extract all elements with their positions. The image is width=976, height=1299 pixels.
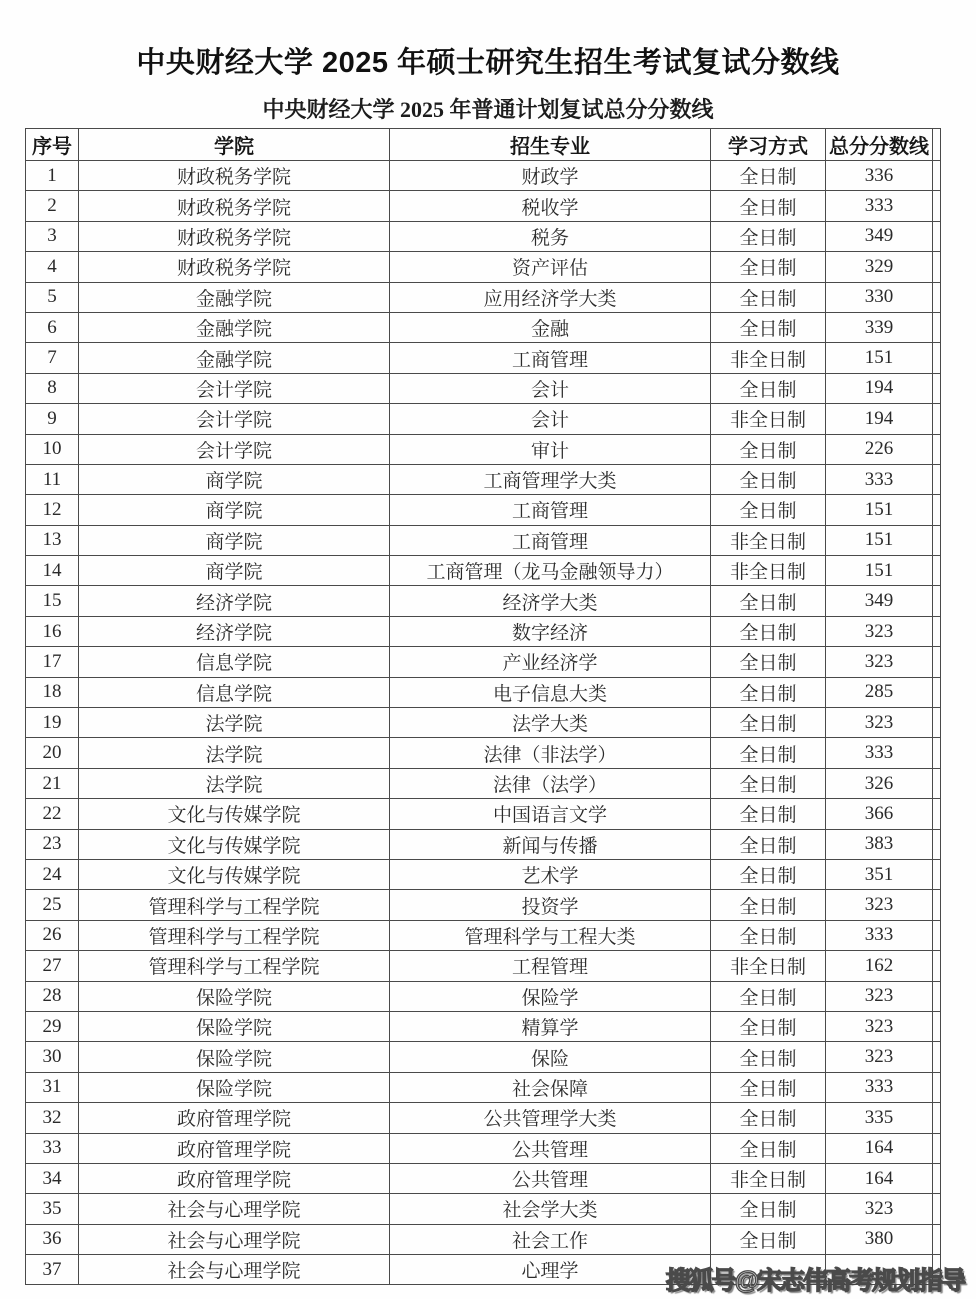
cell-index: 31	[26, 1072, 79, 1102]
cell-college: 信息学院	[79, 677, 390, 707]
cell-major: 社会保障	[390, 1072, 711, 1102]
table-row	[26, 1103, 941, 1133]
cell-major: 金融	[390, 312, 711, 342]
table-row	[26, 1163, 941, 1193]
cell-college: 文化与传媒学院	[79, 859, 390, 889]
cell-major: 工程管理	[390, 951, 711, 981]
cell-index: 4	[26, 252, 79, 282]
cell-college: 法学院	[79, 768, 390, 798]
cell-score: 151	[826, 556, 933, 586]
cell-sliver	[933, 282, 941, 312]
cell-sliver	[933, 1133, 941, 1163]
cell-college: 金融学院	[79, 282, 390, 312]
cell-sliver	[933, 951, 941, 981]
cell-sliver	[933, 799, 941, 829]
cell-score: 226	[826, 434, 933, 464]
cell-major: 工商管理	[390, 343, 711, 373]
cell-mode: 全日制	[711, 1194, 826, 1224]
cell-index: 27	[26, 951, 79, 981]
cell-college: 保险学院	[79, 1011, 390, 1041]
cell-sliver	[933, 708, 941, 738]
cell-major: 法律（法学）	[390, 768, 711, 798]
table-row	[26, 708, 941, 738]
cell-index: 22	[26, 799, 79, 829]
cell-sliver	[933, 495, 941, 525]
table-row	[26, 282, 941, 312]
table-row	[26, 1011, 941, 1041]
cell-sliver	[933, 1042, 941, 1072]
watermark: 搜狐号@宋志伟高考规划指导	[665, 1267, 964, 1295]
table-row	[26, 829, 941, 859]
cell-index: 9	[26, 404, 79, 434]
table-row	[26, 647, 941, 677]
cell-score: 333	[826, 738, 933, 768]
cell-sliver	[933, 1103, 941, 1133]
cell-college: 文化与传媒学院	[79, 799, 390, 829]
cell-score: 151	[826, 495, 933, 525]
cell-major: 应用经济学大类	[390, 282, 711, 312]
table-row	[26, 373, 941, 403]
cell-sliver	[933, 191, 941, 221]
cell-score: 323	[826, 1011, 933, 1041]
table-row	[26, 1072, 941, 1102]
cell-mode: 全日制	[711, 1224, 826, 1254]
cell-sliver	[933, 556, 941, 586]
table-row	[26, 161, 941, 191]
cell-sliver	[933, 616, 941, 646]
table-row	[26, 191, 941, 221]
cell-mode: 非全日制	[711, 404, 826, 434]
score-table	[25, 128, 941, 1285]
cell-college: 保险学院	[79, 981, 390, 1011]
cell-index: 37	[26, 1255, 79, 1285]
cell-college: 政府管理学院	[79, 1133, 390, 1163]
cell-college: 财政税务学院	[79, 191, 390, 221]
cell-major: 工商管理	[390, 525, 711, 555]
cell-score: 194	[826, 373, 933, 403]
table-row	[26, 252, 941, 282]
cell-college: 会计学院	[79, 434, 390, 464]
cell-college: 经济学院	[79, 616, 390, 646]
cell-major: 管理科学与工程大类	[390, 920, 711, 950]
page-title: 中央财经大学 2025 年硕士研究生招生考试复试分数线	[136, 47, 840, 79]
cell-index: 8	[26, 373, 79, 403]
cell-sliver	[933, 312, 941, 342]
cell-major: 税务	[390, 221, 711, 251]
cell-college: 管理科学与工程学院	[79, 890, 390, 920]
cell-index: 19	[26, 708, 79, 738]
cell-mode: 全日制	[711, 1011, 826, 1041]
cell-sliver	[933, 404, 941, 434]
cell-college: 社会与心理学院	[79, 1194, 390, 1224]
table-row	[26, 312, 941, 342]
cell-sliver	[933, 586, 941, 616]
cell-college: 商学院	[79, 495, 390, 525]
cell-college: 商学院	[79, 556, 390, 586]
cell-college: 法学院	[79, 708, 390, 738]
header-college: 学院	[79, 129, 390, 161]
cell-score: 351	[826, 859, 933, 889]
cell-score: 323	[826, 616, 933, 646]
table-row	[26, 1194, 941, 1224]
cell-sliver	[933, 829, 941, 859]
table-row	[26, 859, 941, 889]
cell-score: 164	[826, 1133, 933, 1163]
cell-mode: 非全日制	[711, 556, 826, 586]
cell-sliver	[933, 890, 941, 920]
cell-college: 会计学院	[79, 404, 390, 434]
cell-mode: 全日制	[711, 373, 826, 403]
cell-score: 336	[826, 161, 933, 191]
cell-college: 社会与心理学院	[79, 1255, 390, 1285]
cell-index: 13	[26, 525, 79, 555]
table-body	[26, 161, 941, 1285]
cell-major: 中国语言文学	[390, 799, 711, 829]
cell-mode: 全日制	[711, 221, 826, 251]
table-row	[26, 343, 941, 373]
cell-major: 审计	[390, 434, 711, 464]
cell-sliver	[933, 920, 941, 950]
cell-score: 323	[826, 890, 933, 920]
cell-sliver	[933, 768, 941, 798]
cell-mode: 全日制	[711, 586, 826, 616]
page-subtitle: 中央财经大学 2025 年普通计划复试总分分数线	[262, 97, 714, 122]
cell-index: 14	[26, 556, 79, 586]
cell-sliver	[933, 859, 941, 889]
cell-score: 323	[826, 1194, 933, 1224]
cell-major: 艺术学	[390, 859, 711, 889]
cell-college: 商学院	[79, 464, 390, 494]
cell-college: 社会与心理学院	[79, 1224, 390, 1254]
cell-index: 3	[26, 221, 79, 251]
table-row	[26, 890, 941, 920]
cell-mode: 非全日制	[711, 1163, 826, 1193]
cell-sliver	[933, 1194, 941, 1224]
cell-major: 资产评估	[390, 252, 711, 282]
cell-sliver	[933, 221, 941, 251]
cell-mode: 非全日制	[711, 525, 826, 555]
cell-sliver	[933, 647, 941, 677]
score-table-container	[25, 128, 941, 1285]
cell-score: 349	[826, 586, 933, 616]
cell-mode: 全日制	[711, 981, 826, 1011]
cell-sliver	[933, 373, 941, 403]
cell-mode: 全日制	[711, 647, 826, 677]
cell-major: 投资学	[390, 890, 711, 920]
cell-sliver	[933, 1163, 941, 1193]
cell-mode: 全日制	[711, 191, 826, 221]
cell-college: 信息学院	[79, 647, 390, 677]
cell-mode: 全日制	[711, 920, 826, 950]
cell-mode: 非全日制	[711, 343, 826, 373]
header-score: 总分分数线	[826, 129, 933, 161]
cell-index: 25	[26, 890, 79, 920]
cell-index: 36	[26, 1224, 79, 1254]
cell-college: 保险学院	[79, 1072, 390, 1102]
table-row	[26, 738, 941, 768]
cell-major: 公共管理	[390, 1133, 711, 1163]
cell-mode: 全日制	[711, 312, 826, 342]
cell-major: 法学大类	[390, 708, 711, 738]
cell-mode: 全日制	[711, 1103, 826, 1133]
cell-major: 税收学	[390, 191, 711, 221]
cell-mode: 全日制	[711, 829, 826, 859]
header-sliver	[933, 129, 941, 161]
cell-sliver	[933, 1072, 941, 1102]
cell-score: 339	[826, 312, 933, 342]
cell-college: 金融学院	[79, 312, 390, 342]
table-row	[26, 1042, 941, 1072]
cell-index: 10	[26, 434, 79, 464]
cell-index: 32	[26, 1103, 79, 1133]
cell-college: 保险学院	[79, 1042, 390, 1072]
cell-score: 164	[826, 1163, 933, 1193]
cell-sliver	[933, 677, 941, 707]
cell-major: 数字经济	[390, 616, 711, 646]
cell-college: 政府管理学院	[79, 1103, 390, 1133]
cell-mode: 全日制	[711, 464, 826, 494]
cell-major: 保险学	[390, 981, 711, 1011]
cell-major: 公共管理学大类	[390, 1103, 711, 1133]
cell-major: 工商管理	[390, 495, 711, 525]
header-row	[26, 129, 941, 161]
table-row	[26, 799, 941, 829]
cell-score: 366	[826, 799, 933, 829]
cell-sliver	[933, 525, 941, 555]
cell-sliver	[933, 464, 941, 494]
cell-sliver	[933, 343, 941, 373]
cell-index: 1	[26, 161, 79, 191]
cell-mode: 全日制	[711, 799, 826, 829]
cell-major: 财政学	[390, 161, 711, 191]
cell-college: 财政税务学院	[79, 221, 390, 251]
cell-mode: 全日制	[711, 677, 826, 707]
cell-index: 18	[26, 677, 79, 707]
table-row	[26, 981, 941, 1011]
cell-major: 社会学大类	[390, 1194, 711, 1224]
cell-score: 323	[826, 647, 933, 677]
header-major: 招生专业	[390, 129, 711, 161]
cell-mode: 全日制	[711, 890, 826, 920]
cell-index: 29	[26, 1011, 79, 1041]
cell-major: 法律（非法学）	[390, 738, 711, 768]
cell-index: 35	[26, 1194, 79, 1224]
cell-sliver	[933, 1224, 941, 1254]
cell-score: 383	[826, 829, 933, 859]
cell-major: 社会工作	[390, 1224, 711, 1254]
cell-score: 335	[826, 1103, 933, 1133]
table-row	[26, 1133, 941, 1163]
cell-college: 管理科学与工程学院	[79, 920, 390, 950]
table-row	[26, 404, 941, 434]
cell-score: 323	[826, 981, 933, 1011]
cell-mode: 全日制	[711, 859, 826, 889]
cell-score: 326	[826, 768, 933, 798]
header-index: 序号	[26, 129, 79, 161]
cell-major: 保险	[390, 1042, 711, 1072]
cell-college: 财政税务学院	[79, 161, 390, 191]
cell-college: 会计学院	[79, 373, 390, 403]
cell-sliver	[933, 738, 941, 768]
table-row	[26, 677, 941, 707]
cell-index: 5	[26, 282, 79, 312]
cell-sliver	[933, 434, 941, 464]
cell-college: 文化与传媒学院	[79, 829, 390, 859]
cell-major: 心理学	[390, 1255, 711, 1285]
cell-college: 财政税务学院	[79, 252, 390, 282]
cell-sliver	[933, 161, 941, 191]
cell-index: 6	[26, 312, 79, 342]
cell-mode: 全日制	[711, 1133, 826, 1163]
table-row	[26, 556, 941, 586]
cell-college: 金融学院	[79, 343, 390, 373]
cell-mode: 全日制	[711, 1072, 826, 1102]
cell-index: 33	[26, 1133, 79, 1163]
cell-score: 323	[826, 1042, 933, 1072]
cell-sliver	[933, 252, 941, 282]
cell-college: 政府管理学院	[79, 1163, 390, 1193]
cell-score: 330	[826, 282, 933, 312]
cell-index: 20	[26, 738, 79, 768]
cell-mode: 非全日制	[711, 951, 826, 981]
cell-major: 工商管理学大类	[390, 464, 711, 494]
cell-score: 333	[826, 464, 933, 494]
cell-index: 24	[26, 859, 79, 889]
cell-score: 329	[826, 252, 933, 282]
table-row	[26, 920, 941, 950]
cell-mode: 全日制	[711, 282, 826, 312]
cell-mode: 全日制	[711, 252, 826, 282]
cell-score: 333	[826, 920, 933, 950]
cell-index: 7	[26, 343, 79, 373]
cell-mode: 全日制	[711, 495, 826, 525]
cell-score: 194	[826, 404, 933, 434]
cell-mode: 全日制	[711, 708, 826, 738]
cell-mode: 全日制	[711, 768, 826, 798]
cell-major: 会计	[390, 404, 711, 434]
cell-major: 经济学大类	[390, 586, 711, 616]
cell-score: 323	[826, 708, 933, 738]
cell-score: 285	[826, 677, 933, 707]
header-mode: 学习方式	[711, 129, 826, 161]
cell-index: 15	[26, 586, 79, 616]
cell-score: 162	[826, 951, 933, 981]
cell-sliver	[933, 1011, 941, 1041]
table-row	[26, 951, 941, 981]
cell-major: 新闻与传播	[390, 829, 711, 859]
cell-mode: 全日制	[711, 434, 826, 464]
cell-major: 工商管理（龙马金融领导力）	[390, 556, 711, 586]
table-row	[26, 768, 941, 798]
cell-sliver	[933, 981, 941, 1011]
cell-score: 333	[826, 1072, 933, 1102]
table-row	[26, 525, 941, 555]
cell-score: 151	[826, 525, 933, 555]
cell-major: 公共管理	[390, 1163, 711, 1193]
cell-index: 23	[26, 829, 79, 859]
table-row	[26, 464, 941, 494]
cell-index: 12	[26, 495, 79, 525]
cell-mode: 全日制	[711, 161, 826, 191]
cell-index: 11	[26, 464, 79, 494]
table-row	[26, 1224, 941, 1254]
cell-index: 21	[26, 768, 79, 798]
cell-major: 精算学	[390, 1011, 711, 1041]
cell-college: 法学院	[79, 738, 390, 768]
cell-index: 28	[26, 981, 79, 1011]
cell-index: 17	[26, 647, 79, 677]
table-row	[26, 586, 941, 616]
cell-major: 电子信息大类	[390, 677, 711, 707]
cell-mode: 全日制	[711, 738, 826, 768]
cell-mode: 全日制	[711, 1042, 826, 1072]
table-row	[26, 495, 941, 525]
cell-score: 380	[826, 1224, 933, 1254]
cell-college: 经济学院	[79, 586, 390, 616]
cell-major: 产业经济学	[390, 647, 711, 677]
cell-mode: 全日制	[711, 616, 826, 646]
table-row	[26, 434, 941, 464]
cell-score: 151	[826, 343, 933, 373]
cell-college: 管理科学与工程学院	[79, 951, 390, 981]
cell-major: 会计	[390, 373, 711, 403]
cell-score: 349	[826, 221, 933, 251]
cell-index: 26	[26, 920, 79, 950]
cell-index: 16	[26, 616, 79, 646]
cell-college: 商学院	[79, 525, 390, 555]
cell-index: 34	[26, 1163, 79, 1193]
table-row	[26, 616, 941, 646]
cell-score: 333	[826, 191, 933, 221]
cell-index: 30	[26, 1042, 79, 1072]
cell-index: 2	[26, 191, 79, 221]
table-row	[26, 221, 941, 251]
